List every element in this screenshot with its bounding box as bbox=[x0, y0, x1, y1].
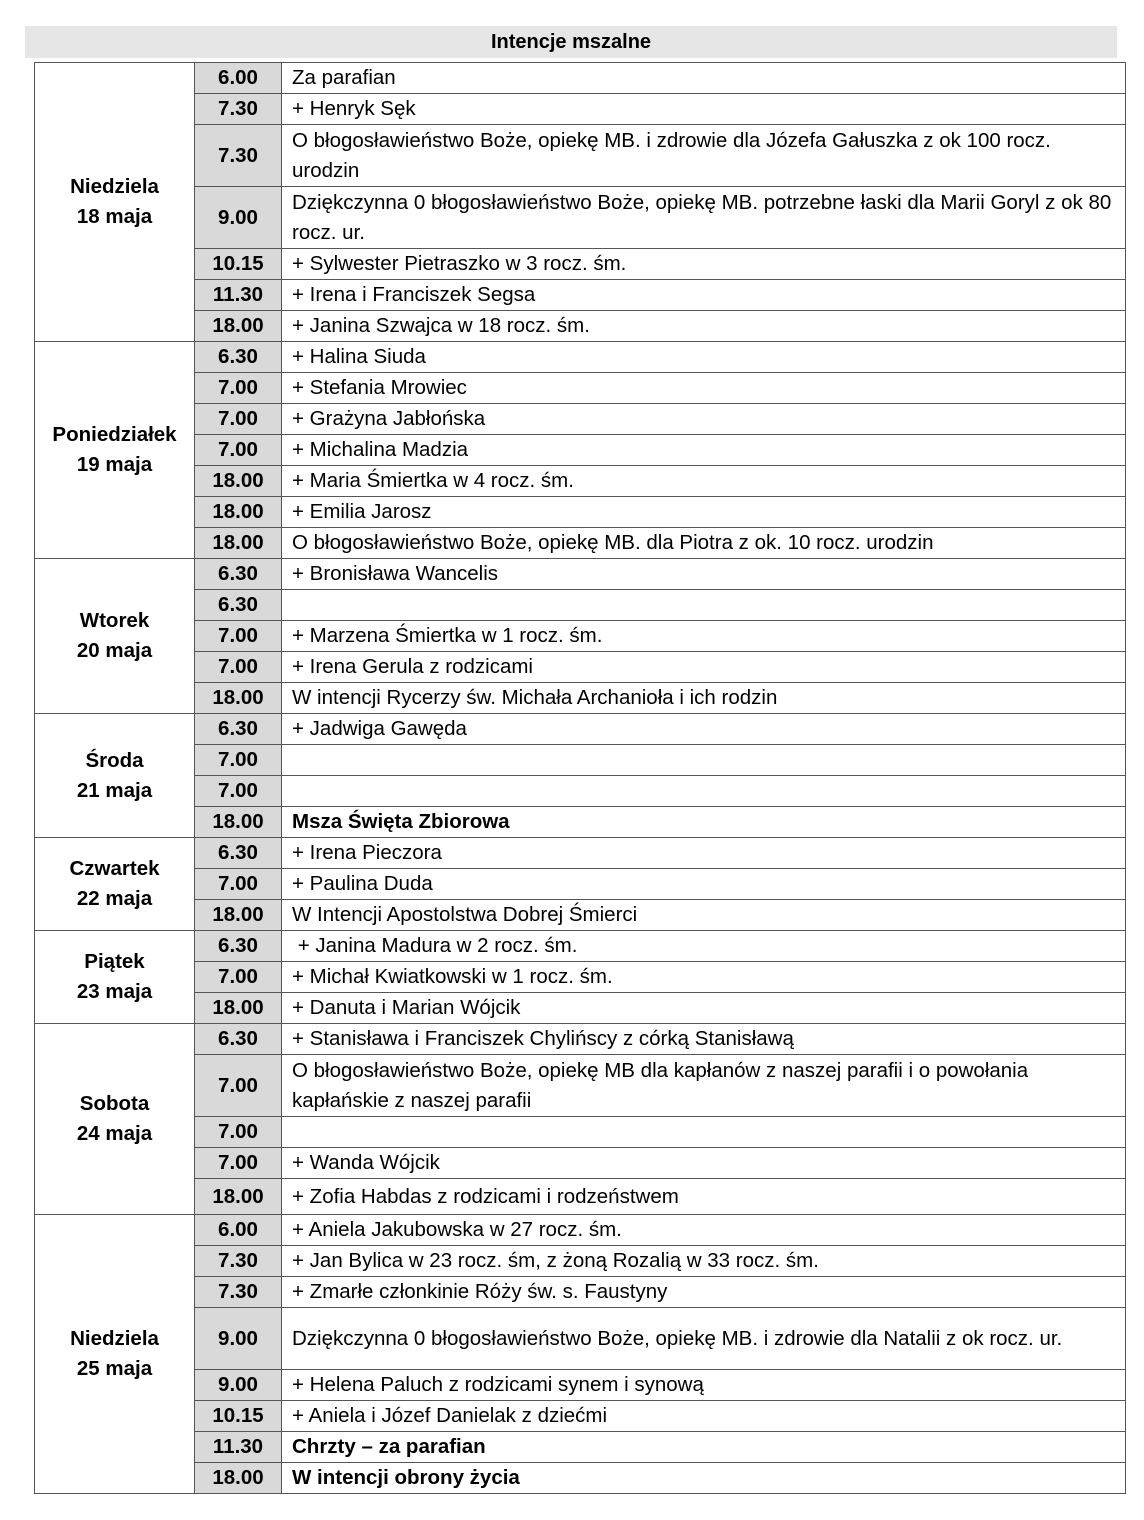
day-name: Niedziela bbox=[70, 175, 159, 198]
table-row bbox=[35, 931, 1126, 962]
mass-time: 6.00 bbox=[195, 63, 282, 94]
table-row bbox=[35, 125, 1126, 187]
mass-intention: + Halina Siuda bbox=[282, 342, 1126, 373]
table-row bbox=[35, 1463, 1126, 1494]
mass-time: 7.00 bbox=[195, 435, 282, 466]
page-title: Intencje mszalne bbox=[25, 26, 1117, 58]
mass-time: 7.00 bbox=[195, 1117, 282, 1148]
table-row bbox=[35, 435, 1126, 466]
table-row bbox=[35, 1246, 1126, 1277]
day-date: 23 maja bbox=[76, 980, 153, 1003]
day-name: Czwartek bbox=[69, 857, 160, 880]
mass-time: 9.00 bbox=[195, 1370, 282, 1401]
day-name: Piątek bbox=[84, 950, 145, 973]
table-row bbox=[35, 993, 1126, 1024]
mass-intention: + Wanda Wójcik bbox=[282, 1148, 1126, 1179]
mass-intention: + Zofia Habdas z rodzicami i rodzeństwem bbox=[282, 1179, 1126, 1215]
mass-time: 6.30 bbox=[195, 1024, 282, 1055]
table-row bbox=[35, 962, 1126, 993]
mass-intention: O błogosławieństwo Boże, opiekę MB dla kapłanów z naszej parafii i o powołania kapłańskie z naszej parafii bbox=[282, 1055, 1126, 1117]
table-row bbox=[35, 838, 1126, 869]
mass-time: 6.30 bbox=[195, 342, 282, 373]
table-row bbox=[35, 776, 1126, 807]
mass-intention bbox=[282, 776, 1126, 807]
mass-time: 7.00 bbox=[195, 745, 282, 776]
mass-time: 7.00 bbox=[195, 652, 282, 683]
table-row bbox=[35, 1179, 1126, 1215]
mass-time: 7.30 bbox=[195, 94, 282, 125]
mass-intention: + Bronisława Wancelis bbox=[282, 559, 1126, 590]
day-cell bbox=[35, 342, 195, 559]
mass-intention: + Maria Śmiertka w 4 rocz. śm. bbox=[282, 466, 1126, 497]
table-row bbox=[35, 1277, 1126, 1308]
table-body bbox=[35, 63, 1126, 1494]
mass-intention: + Jadwiga Gawęda bbox=[282, 714, 1126, 745]
table-row bbox=[35, 590, 1126, 621]
mass-intention: + Grażyna Jabłońska bbox=[282, 404, 1126, 435]
day-name: Środa bbox=[85, 748, 144, 772]
table-row bbox=[35, 528, 1126, 559]
mass-time: 11.30 bbox=[195, 280, 282, 311]
mass-time: 7.30 bbox=[195, 1277, 282, 1308]
mass-intention: + Henryk Sęk bbox=[282, 94, 1126, 125]
mass-time: 7.00 bbox=[195, 373, 282, 404]
mass-time: 10.15 bbox=[195, 1401, 282, 1432]
mass-intention: + Janina Szwajca w 18 rocz. śm. bbox=[282, 311, 1126, 342]
mass-time: 18.00 bbox=[195, 528, 282, 559]
mass-intention: + Aniela Jakubowska w 27 rocz. śm. bbox=[282, 1215, 1126, 1246]
mass-time: 7.00 bbox=[195, 1055, 282, 1117]
mass-intention bbox=[282, 1117, 1126, 1148]
mass-time: 18.00 bbox=[195, 900, 282, 931]
mass-intention: + Irena i Franciszek Segsa bbox=[282, 280, 1126, 311]
day-cell bbox=[35, 1024, 195, 1215]
mass-time: 6.30 bbox=[195, 590, 282, 621]
mass-time: 6.30 bbox=[195, 931, 282, 962]
mass-time: 10.15 bbox=[195, 249, 282, 280]
mass-time: 7.00 bbox=[195, 1148, 282, 1179]
mass-time: 6.30 bbox=[195, 838, 282, 869]
table-row bbox=[35, 621, 1126, 652]
mass-time: 6.00 bbox=[195, 1215, 282, 1246]
table-row bbox=[35, 1308, 1126, 1370]
table-row bbox=[35, 807, 1126, 838]
day-cell bbox=[35, 1215, 195, 1494]
table-row bbox=[35, 1148, 1126, 1179]
table-row bbox=[35, 63, 1126, 94]
mass-time: 7.00 bbox=[195, 404, 282, 435]
mass-time: 9.00 bbox=[195, 187, 282, 249]
mass-intention: + Marzena Śmiertka w 1 rocz. śm. bbox=[282, 621, 1126, 652]
day-cell bbox=[35, 714, 195, 838]
mass-intention: + Paulina Duda bbox=[282, 869, 1126, 900]
table-row bbox=[35, 652, 1126, 683]
mass-time: 18.00 bbox=[195, 497, 282, 528]
table-row bbox=[35, 497, 1126, 528]
mass-time: 18.00 bbox=[195, 466, 282, 497]
mass-intention: + Stefania Mrowiec bbox=[282, 373, 1126, 404]
mass-time: 7.30 bbox=[195, 1246, 282, 1277]
day-date: 25 maja bbox=[76, 1357, 153, 1380]
mass-intentions-table bbox=[34, 62, 1126, 1494]
mass-intention: + Janina Madura w 2 rocz. śm. bbox=[282, 931, 1126, 962]
mass-intention: Msza Święta Zbiorowa bbox=[282, 807, 1126, 838]
mass-intention: Dziękczynna 0 błogosławieństwo Boże, opiekę MB. i zdrowie dla Natalii z ok rocz. ur. bbox=[282, 1308, 1126, 1370]
mass-time: 7.00 bbox=[195, 776, 282, 807]
day-cell bbox=[35, 559, 195, 714]
day-name: Sobota bbox=[79, 1092, 150, 1115]
mass-time: 11.30 bbox=[195, 1432, 282, 1463]
mass-intention: + Michał Kwiatkowski w 1 rocz. śm. bbox=[282, 962, 1126, 993]
day-cell bbox=[35, 838, 195, 931]
table-row bbox=[35, 404, 1126, 435]
mass-time: 6.30 bbox=[195, 714, 282, 745]
mass-intention: + Irena Gerula z rodzicami bbox=[282, 652, 1126, 683]
day-cell bbox=[35, 931, 195, 1024]
day-date: 19 maja bbox=[76, 453, 153, 476]
mass-intention: + Stanisława i Franciszek Chylińscy z córką Stanisławą bbox=[282, 1024, 1126, 1055]
mass-intention: + Sylwester Pietraszko w 3 rocz. śm. bbox=[282, 249, 1126, 280]
day-cell bbox=[35, 63, 195, 342]
mass-intention: Za parafian bbox=[282, 63, 1126, 94]
table-row bbox=[35, 900, 1126, 931]
mass-time: 18.00 bbox=[195, 993, 282, 1024]
mass-intention: + Michalina Madzia bbox=[282, 435, 1126, 466]
table-row bbox=[35, 342, 1126, 373]
day-date: 18 maja bbox=[76, 205, 153, 228]
day-name: Niedziela bbox=[70, 1327, 159, 1350]
mass-time: 7.00 bbox=[195, 869, 282, 900]
mass-intention: Dziękczynna 0 błogosławieństwo Boże, opiekę MB. potrzebne łaski dla Marii Goryl z ok 80 rocz. ur. bbox=[282, 187, 1126, 249]
table-row bbox=[35, 466, 1126, 497]
mass-intention: O błogosławieństwo Boże, opiekę MB. i zdrowie dla Józefa Gałuszka z ok 100 rocz. urodzin bbox=[282, 125, 1126, 187]
table-row bbox=[35, 94, 1126, 125]
mass-intention: Chrzty – za parafian bbox=[282, 1432, 1126, 1463]
mass-intention: O błogosławieństwo Boże, opiekę MB. dla Piotra z ok. 10 rocz. urodzin bbox=[282, 528, 1126, 559]
mass-time: 7.30 bbox=[195, 125, 282, 187]
day-name: Poniedziałek bbox=[52, 423, 177, 446]
table-row bbox=[35, 1055, 1126, 1117]
mass-intention: W intencji obrony życia bbox=[282, 1463, 1126, 1494]
table-row bbox=[35, 1215, 1126, 1246]
table-row bbox=[35, 1117, 1126, 1148]
table-row bbox=[35, 559, 1126, 590]
mass-time: 18.00 bbox=[195, 1179, 282, 1215]
mass-time: 18.00 bbox=[195, 311, 282, 342]
mass-time: 18.00 bbox=[195, 807, 282, 838]
mass-intention: + Aniela i Józef Danielak z dziećmi bbox=[282, 1401, 1126, 1432]
mass-intention: + Danuta i Marian Wójcik bbox=[282, 993, 1126, 1024]
mass-time: 7.00 bbox=[195, 621, 282, 652]
mass-time: 18.00 bbox=[195, 683, 282, 714]
table-row bbox=[35, 1401, 1126, 1432]
table-row bbox=[35, 187, 1126, 249]
mass-intention: + Irena Pieczora bbox=[282, 838, 1126, 869]
mass-time: 18.00 bbox=[195, 1463, 282, 1494]
table-row bbox=[35, 1024, 1126, 1055]
mass-intention: W Intencji Apostolstwa Dobrej Śmierci bbox=[282, 900, 1126, 931]
day-date: 20 maja bbox=[76, 639, 153, 662]
mass-intention: W intencji Rycerzy św. Michała Archanioła i ich rodzin bbox=[282, 683, 1126, 714]
day-date: 22 maja bbox=[76, 887, 153, 910]
table-row bbox=[35, 745, 1126, 776]
table-row bbox=[35, 1432, 1126, 1463]
mass-intention bbox=[282, 590, 1126, 621]
table-row bbox=[35, 249, 1126, 280]
table-row bbox=[35, 280, 1126, 311]
mass-intention: + Jan Bylica w 23 rocz. śm, z żoną Rozalią w 33 rocz. śm. bbox=[282, 1246, 1126, 1277]
table-row bbox=[35, 373, 1126, 404]
mass-intention bbox=[282, 745, 1126, 776]
mass-time: 7.00 bbox=[195, 962, 282, 993]
mass-time: 9.00 bbox=[195, 1308, 282, 1370]
mass-intention: + Emilia Jarosz bbox=[282, 497, 1126, 528]
day-name: Wtorek bbox=[79, 609, 150, 632]
table-row bbox=[35, 1370, 1126, 1401]
mass-intention: + Zmarłe członkinie Róży św. s. Faustyny bbox=[282, 1277, 1126, 1308]
day-date: 24 maja bbox=[76, 1122, 153, 1145]
table-row bbox=[35, 869, 1126, 900]
day-date: 21 maja bbox=[76, 778, 153, 802]
table-row bbox=[35, 311, 1126, 342]
mass-intention: + Helena Paluch z rodzicami synem i synową bbox=[282, 1370, 1126, 1401]
table-row bbox=[35, 683, 1126, 714]
mass-time: 6.30 bbox=[195, 559, 282, 590]
table-row bbox=[35, 714, 1126, 745]
